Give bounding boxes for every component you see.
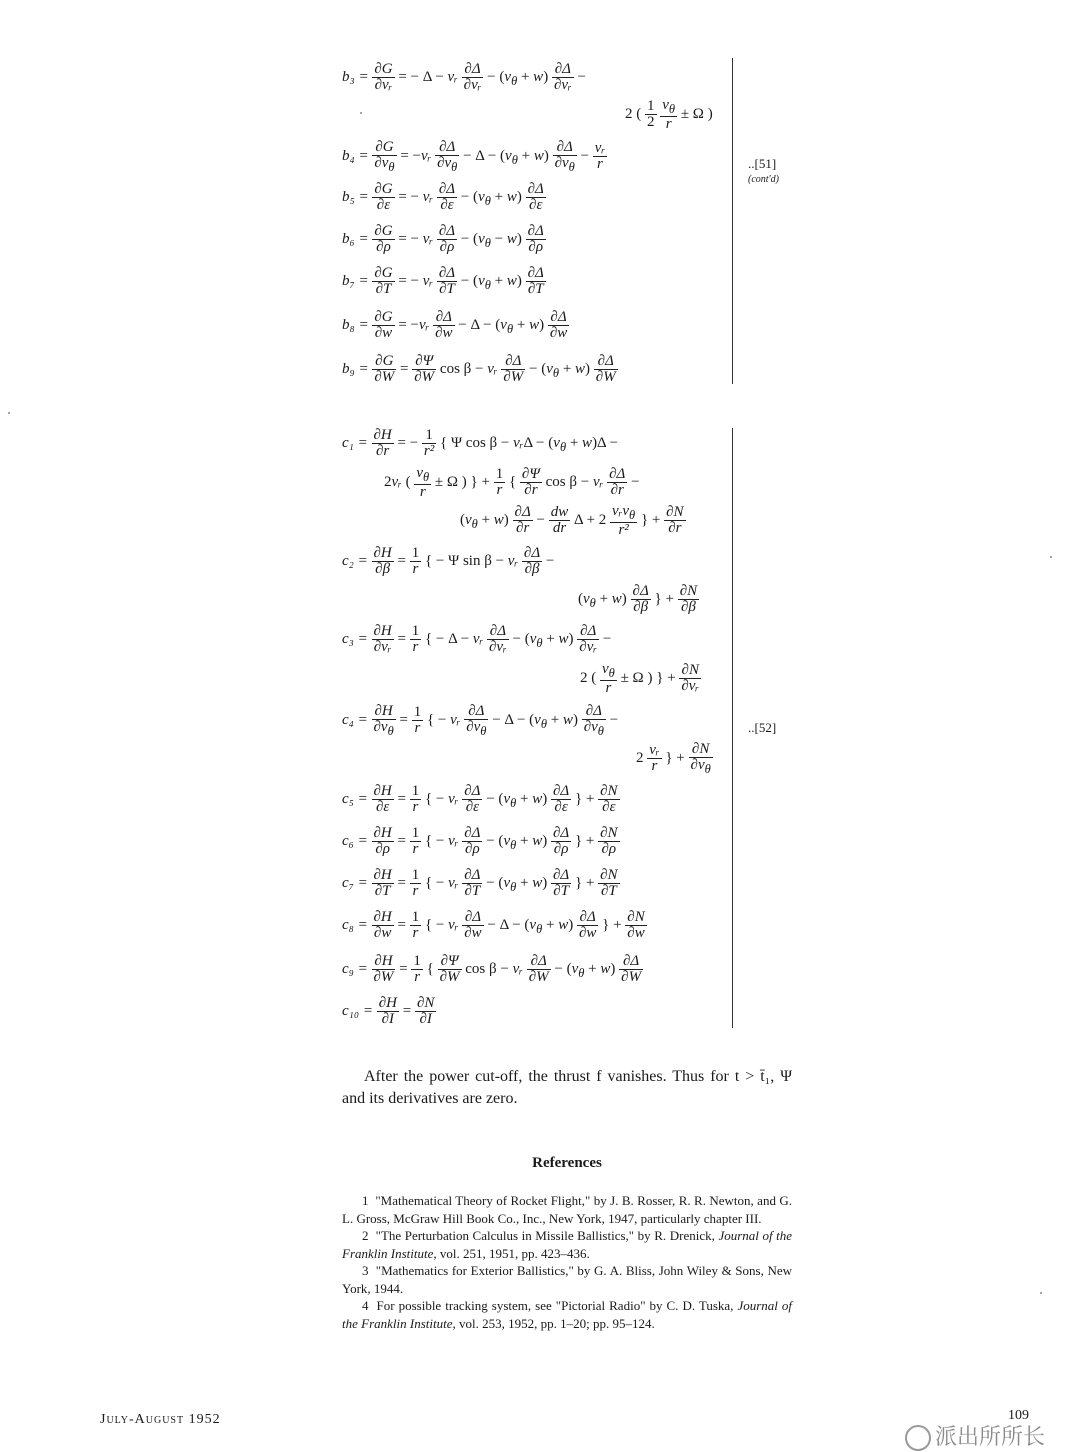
scan-speck — [1040, 1292, 1042, 1294]
equation-c8: c₈ = $\frac{\partial H}{\partial w}$ = $\frac{1}{r}$ { − vᵣ $\frac{\partial\Delta}{\partial w}$ − $\Delta - (v_\theta + w)$ $\frac{\partial\Delta}{\partial w}$ } + $\frac{\partial N}{\partial w}$ — [342, 909, 645, 941]
equation-c2-continuation: $(v_\theta + w)$ $\frac{\partial\Delta}{\partial\beta}$ } + $\frac{\partial N}{\partial\beta}$ — [578, 583, 698, 615]
equation-c3-continuation: 2 ( $\frac{v_\theta}{r}$ ± Ω ) } + $\frac{\partial N}{\text{∂vᵣ}}$ — [580, 661, 700, 696]
equation-c1-continuation-2: $(v_\theta + w)$ $\frac{\partial\Delta}{\partial r}$ − $\frac{dw}{dr}$ Δ + 2 $\frac{vᵣv_\theta}{\text{r²}}$ } + $\frac{\partial N}{\partial r}$ — [460, 503, 684, 538]
watermark: 派出所所长 — [905, 1420, 1045, 1451]
equation-c4-continuation: 2 $\frac{\text{vᵣ}}{r}$ } + $\frac{\partial N}{\partial v_\theta}$ — [636, 741, 711, 776]
equation-c7: c₇ = $\frac{\partial H}{\partial T}$ = $\frac{1}{r}$ { − vᵣ $\frac{\partial\Delta}{\partial T}$ − $(v_\theta + w)$ $\frac{\partial\Delta}{\partial T}$ } + $\frac{\partial N}{\partial T}$ — [342, 867, 618, 899]
equation-b7: b₇ = $\frac{\partial G}{\partial T}$ = − vᵣ $\frac{\partial\Delta}{\partial T}$ − $(v_\theta + w)$ $\frac{\partial\Delta}{\partial T}$ — [342, 265, 544, 297]
references-list — [342, 1192, 792, 1332]
equation-c1: c₁ = $\frac{\partial H}{\partial r}$ = − $\frac{1}{\text{r²}}$ { Ψ cos β − vᵣΔ − $(v_\theta + w)\Delta$ − — [342, 427, 619, 459]
equation-c2: c₂ = $\frac{\partial H}{\partial\beta}$ = $\frac{1}{r}$ { − Ψ sin β − vᵣ $\frac{\partial\Delta}{\partial\beta}$ − — [342, 545, 555, 577]
watermark-logo-icon — [905, 1425, 931, 1451]
body-paragraph — [342, 1066, 792, 1110]
continued-label: (cont'd) — [748, 174, 780, 185]
scan-speck — [8, 412, 10, 414]
equation-b5: b₅ = $\frac{\partial G}{\partial\varepsilon}$ = − vᵣ $\frac{\partial\Delta}{\partial\varepsilon}$ − $(v_\theta + w)$ $\frac{\partial\Delta}{\partial\varepsilon}$ — [342, 181, 544, 213]
equation-number-51: ..[51] — [748, 156, 777, 171]
equation-c10: c₁₀ = $\frac{\partial H}{\partial I}$ = $\frac{\partial N}{\partial I}$ — [342, 995, 435, 1027]
reference-item: 4 For possible tracking system, see "Pictorial Radio" by C. D. Tuska, Journal of the Franklin Institute, vol. 253, 1952, pp. 1–20; pp. 95–124. — [342, 1298, 792, 1331]
equation-c5: c₅ = $\frac{\partial H}{\partial\varepsilon}$ = $\frac{1}{r}$ { − vᵣ $\frac{\partial\Delta}{\partial\varepsilon}$ − $(v_\theta + w)$ $\frac{\partial\Delta}{\partial\varepsilon}$ } + $\frac{\partial N}{\partial\varepsilon}$ — [342, 783, 618, 815]
scan-speck — [1050, 556, 1052, 558]
equation-b4: b₄ = $\frac{\partial G}{\partial v_\theta}$ = −vᵣ $\frac{\partial\Delta}{\partial v_\theta}$ − $\Delta - (v_\theta + w)$ $\frac{\partial\Delta}{\partial v_\theta}$ − $\frac{\text{vᵣ}}{r}$ — [342, 139, 606, 174]
equation-c4: c₄ = $\frac{\partial H}{\partial v_\theta}$ = $\frac{1}{r}$ { − vᵣ $\frac{\partial\Delta}{\partial v_\theta}$ − $\Delta - (v_\theta + w)$ $\frac{\partial\Delta}{\partial v_\theta}$ − — [342, 703, 619, 738]
equation-c6: c₆ = $\frac{\partial H}{\partial\rho}$ = $\frac{1}{r}$ { − vᵣ $\frac{\partial\Delta}{\partial\rho}$ − $(v_\theta + w)$ $\frac{\partial\Delta}{\partial\rho}$ } + $\frac{\partial N}{\partial\rho}$ — [342, 825, 618, 857]
reference-item: 1 "Mathematical Theory of Rocket Flight," by J. B. Rosser, R. R. Newton, and G. L. Gross, McGraw Hill Book Co., Inc., New York, 1947, particularly chapter III. — [342, 1193, 792, 1226]
reference-item: 2 "The Perturbation Calculus in Missile Ballistics," by R. Drenick, Journal of the Franklin Institute, vol. 251, 1951, pp. 423–436. — [342, 1228, 793, 1261]
equation-b3-continuation: 2 ( $\frac{1}{2}$ $\frac{v_\theta}{r}$ ± Ω ) — [625, 97, 713, 132]
equation-b3: b₃ = $\frac{\partial G}{\text{∂vᵣ}}$ = − Δ − vᵣ $\frac{\partial\Delta}{\text{∂vᵣ}}$ − $(v_\theta + w)$ $\frac{\partial\Delta}{\text{∂vᵣ}}$ − — [342, 61, 586, 93]
page-number: 109 — [1008, 1408, 1029, 1423]
equation-b8: b₈ = $\frac{\partial G}{\partial w}$ = −vᵣ $\frac{\partial\Delta}{\partial w}$ − $\Delta - (v_\theta + w)$ $\frac{\partial\Delta}{\partial w}$ — [342, 309, 568, 341]
equation-lhs: b₃ = — [342, 68, 373, 85]
equation-brace-52 — [732, 428, 733, 1028]
scan-speck — [360, 112, 362, 114]
equation-c9: c₉ = $\frac{\partial H}{\partial W}$ = $\frac{1}{r}$ { $\frac{\partial\Psi}{\partial W}$ cos β − vᵣ $\frac{\partial\Delta}{\partial W}$ − $(v_\theta + w)$ $\frac{\partial\Delta}{\partial W}$ — [342, 953, 642, 985]
issue-date: July-August 1952 — [100, 1412, 221, 1427]
equation-brace-51 — [732, 58, 733, 384]
reference-item: 3 "Mathematics for Exterior Ballistics," by G. A. Bliss, John Wiley & Sons, New York, 1944. — [342, 1263, 793, 1296]
equation-number-52: ..[52] — [748, 720, 777, 735]
equation-c3: c₃ = $\frac{\partial H}{\text{∂vᵣ}}$ = $\frac{1}{r}$ { − Δ − vᵣ $\frac{\partial\Delta}{\text{∂vᵣ}}$ − $(v_\theta + w)$ $\frac{\partial\Delta}{\text{∂vᵣ}}$ − — [342, 623, 612, 655]
equation-b6: b₆ = $\frac{\partial G}{\partial\rho}$ = − vᵣ $\frac{\partial\Delta}{\partial\rho}$ − $(v_\theta - w)$ $\frac{\partial\Delta}{\partial\rho}$ — [342, 223, 544, 255]
equation-b9: b₉ = $\frac{\partial G}{\partial W}$ = $\frac{\partial\Psi}{\partial W}$ cos β − vᵣ $\frac{\partial\Delta}{\partial W}$ − $(v_\theta + w)$ $\frac{\partial\Delta}{\partial W}$ — [342, 353, 616, 385]
equation-c1-continuation-1: 2vᵣ ( $\frac{v_\theta}{r}$ ± Ω ) } + $\frac{1}{r}$ { $\frac{\partial\Psi}{\partial r}$ cos β − vᵣ $\frac{\partial\Delta}{\partial r}$ − — [384, 465, 640, 500]
references-heading: References — [532, 1155, 602, 1171]
paragraph-text: After the power cut-off, the thrust f vanishes. Thus for t > t̄₁, Ψ and its derivatives are zero. — [342, 1068, 792, 1107]
